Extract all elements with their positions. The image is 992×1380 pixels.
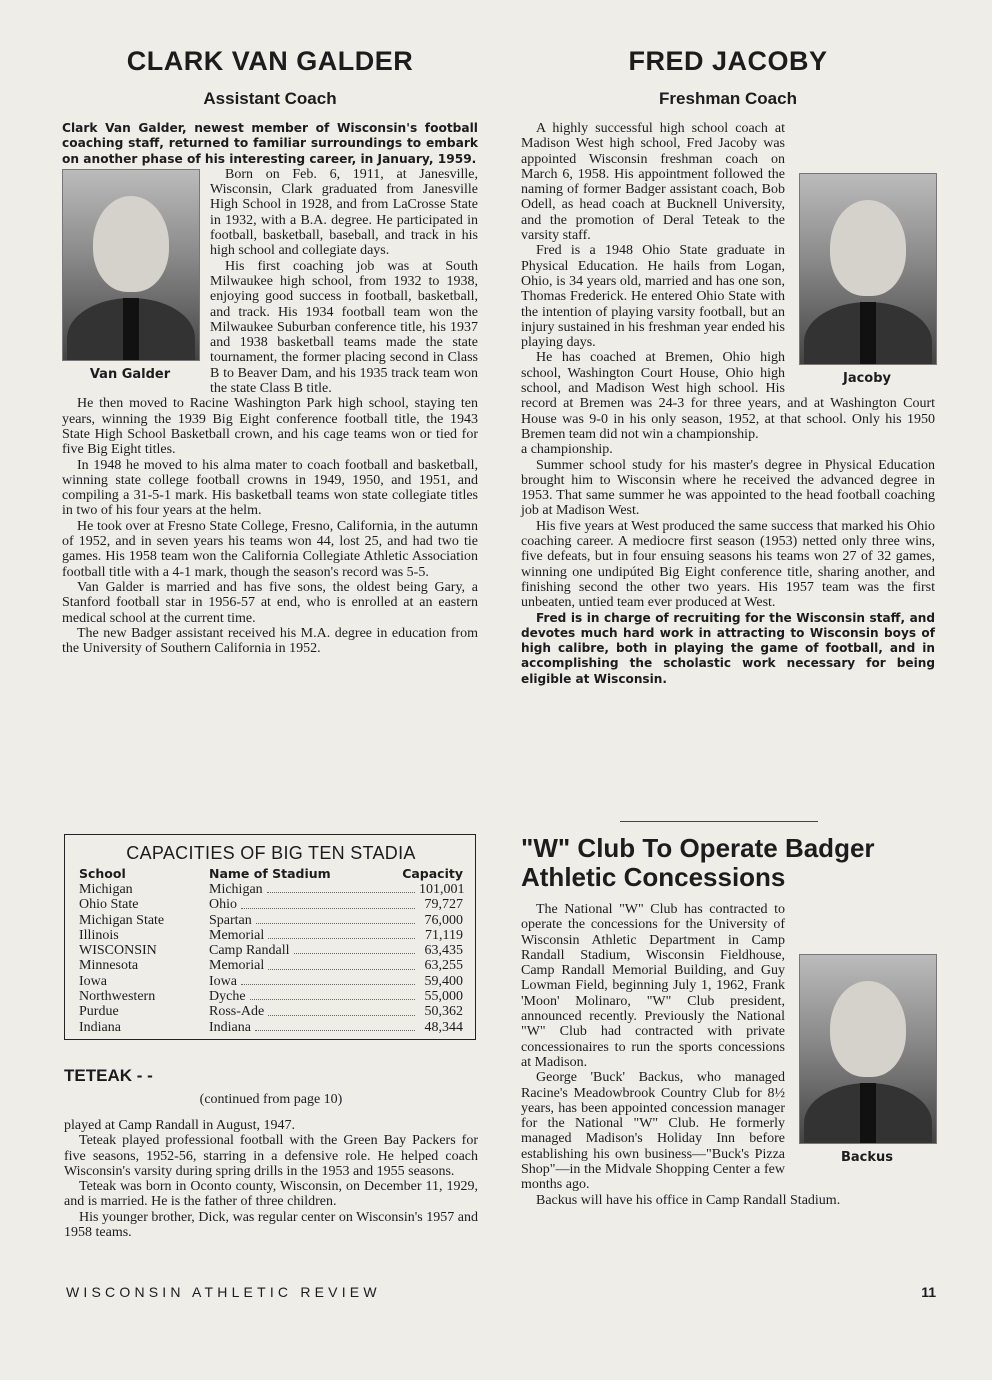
paragraph: His younger brother, Dick, was regular center on Wisconsin's 1957 and 1958 teams. (64, 1209, 478, 1241)
stadia-row (79, 1004, 463, 1019)
paragraph: His five years at West produced the same success that marked his Ohio coaching career. A mediocre first season (1953) netted only three wins, five defeats, but in four ensuing seasons his teams won 27 of 32 games, winning one undipúted Big Eight conference title, sharing another, and finishing second the other two years. His 1957 team was the first unbeaten, untied team ever produced at West. (521, 518, 935, 611)
teteak-heading: TETEAK - - (64, 1066, 153, 1085)
school-cell: Michigan State (79, 912, 165, 928)
jacoby-photo (799, 173, 937, 365)
stadia-row (79, 913, 463, 928)
photo-caption: Van Galder (89, 366, 171, 382)
paragraph: Born on Feb. 6, 1911, at Janesville, Wisconsin, Clark graduated from Janesville High School in 1928, and from LaCrosse State in 1932, with a B.A. degree. He participated in football, basketball, baseball, and track in his high school and collegiate days. (210, 166, 478, 259)
stadia-title: CAPACITIES OF BIG TEN STADIA (126, 843, 416, 863)
paragraph: His first coaching job was at South Milwaukee high school, from 1932 to 1938, enjoying good success in football, basketball, and track. His 1934 football team won the Milwaukee Suburban conference title, his 1937 and 1938 basketball teams made the state tournament, the former placing second in Class B to Beaver Dam, and his 1935 track team won the state Class B title. (210, 258, 478, 397)
stadium-name: Ohio (209, 897, 237, 913)
capacity-cell: 63,255 (424, 958, 463, 974)
leader-dots (256, 913, 415, 924)
stadia-row (79, 974, 463, 989)
header-school: School (79, 866, 126, 881)
paragraph: He then moved to Racine Washington Park high school, staying ten years, winning the 1939 Big Eight conference football title, the 1943 State High School Basketball crown, and his cage teams won or tied for five Big Eight titles. (62, 396, 478, 458)
backus-photo (799, 954, 937, 1144)
stadia-row (79, 897, 463, 912)
school-cell: Indiana (79, 1019, 121, 1035)
continued-note: (continued from page 10) (199, 1092, 343, 1107)
leader-dots (268, 1004, 415, 1015)
capacity-cell: 79,727 (424, 897, 463, 913)
stadia-row (79, 882, 463, 897)
stadia-row (79, 943, 463, 958)
stadium-cell (209, 928, 419, 943)
stadium-name: Indiana (209, 1019, 251, 1035)
page-footer (66, 1284, 936, 1300)
paragraph: He has coached at Bremen, Ohio high school, Washington Court House, Ohio high school, and Madison West high school. His record at Bremen was 24-3 for three years, and at Washington Court House was 9-0 in his only season, 1952, at that school. Only his 1950 Bremen team did not win a championship. (521, 350, 935, 442)
stadium-name: Memorial (209, 958, 265, 974)
paragraph: In 1948 he moved to his alma mater to coach football and basketball, winning state college football crowns in 1949, 1950, and 1951, and compiling a 31-5-1 mark. His basketball teams won state collegiate titles in two of his four years at the helm. (62, 457, 478, 519)
w-club-title: "W" Club To Operate Badger Athletic Concessions (521, 833, 875, 892)
header-stadium: Name of Stadium (209, 866, 331, 881)
article-subtitle: Assistant Coach (203, 89, 337, 108)
paragraph: Teteak was born in Oconto county, Wisconsin, on December 11, 1929, and is married. He is the father of three children. (64, 1179, 478, 1210)
paragraph: Van Galder is married and has five sons, the oldest being Gary, a Stanford football star in 1956-57 at end, who is enrolled at an eastern medical school at the current time. (62, 579, 478, 626)
stadium-cell (209, 974, 419, 989)
school-cell: Ohio State (79, 897, 139, 913)
leader-dots (294, 943, 416, 954)
w-club-article (521, 834, 935, 1208)
stadium-cell (209, 882, 419, 897)
jacoby-article (521, 40, 935, 687)
school-cell: Northwestern (79, 989, 156, 1005)
leader-dots (268, 928, 415, 939)
paragraph: a championship. (521, 442, 613, 458)
stadium-name: Camp Randall (209, 943, 290, 959)
leader-dots (267, 882, 415, 893)
capacity-cell: 76,000 (424, 912, 463, 928)
capacity-cell: 71,119 (425, 927, 463, 943)
stadium-name: Dyche (209, 989, 246, 1005)
article-title: FRED JACOBY (628, 46, 828, 76)
stadia-table (64, 834, 476, 1040)
teteak-continuation (64, 1066, 478, 1240)
leader-dots (241, 974, 415, 985)
stadium-cell (209, 913, 419, 928)
school-cell: Minnesota (79, 958, 139, 974)
article-lead: Clark Van Galder, newest member of Wisconsin's football coaching staff, returned to familiar surroundings to embark on another phase of his interesting career, in January, 1959. (62, 121, 478, 166)
paragraph: A highly successful high school coach at Madison West high school, Fred Jacoby was appointed Wisconsin freshman coach on March 6, 1958. His appointment followed the naming of former Badger assistant coach, Bob Odell, as head coach at Bucknell University, and the promotion of Deral Teteak to the varsity staff. (521, 121, 785, 244)
stadium-cell (209, 958, 419, 973)
paragraph: The new Badger assistant received his M.A. degree in education from the University of Southern California in 1952. (62, 625, 478, 657)
school-cell: Iowa (79, 973, 107, 989)
leader-dots (250, 989, 415, 1000)
header-capacity: Capacity (402, 866, 463, 881)
stadia-row (79, 928, 463, 943)
stadium-name: Iowa (209, 973, 237, 989)
school-cell: Purdue (79, 1004, 119, 1020)
van-galder-photo-box (62, 169, 198, 382)
paragraph: played at Camp Randall in August, 1947. (64, 1118, 295, 1133)
page-number: 11 (921, 1284, 936, 1300)
stadium-name: Spartan (209, 912, 252, 928)
capacity-cell: 50,362 (424, 1004, 463, 1020)
leader-dots (268, 958, 415, 969)
van-galder-photo (62, 169, 200, 361)
capacity-cell: 59,400 (424, 973, 463, 989)
jacoby-photo-box (799, 173, 935, 386)
stadium-cell (209, 943, 419, 958)
stadia-row (79, 1020, 463, 1035)
stadium-name: Memorial (209, 927, 265, 943)
capacity-cell: 101,001 (419, 882, 465, 897)
closing-paragraph: Fred is in charge of recruiting for the Wisconsin staff, and devotes much hard work in attracting to Wisconsin boys of high calibre, both in playing the game of football, and in accomplishing the scholastic work necessary for being eligible at Wisconsin. (521, 610, 935, 686)
capacity-cell: 55,000 (424, 989, 463, 1005)
stadium-cell (209, 1004, 419, 1019)
stadia-row (79, 989, 463, 1004)
van-galder-article (62, 40, 478, 656)
school-cell: Illinois (79, 927, 119, 943)
stadium-cell (209, 1020, 419, 1035)
stadium-name: Ross-Ade (209, 1004, 265, 1020)
paragraph: Fred is a 1948 Ohio State graduate in Physical Education. He hails from Logan, Ohio, is 34 years old, married and has one son, Thomas Frederick. He entered Ohio State with the intention of playing varsity football, but an injury sustained in his freshman year ended his playing days. (521, 243, 785, 351)
paragraph: He took over at Fresno State College, Fresno, California, in the autumn of 1952, and in seven years his teams won 44, lost 25, and had two tie games. His 1958 team won the California Collegiate Athletic Association football title with a 4-1 mark, though the season's record was 5-5. (62, 518, 478, 580)
paragraph: Summer school study for his master's degree in Physical Education brought him to Wisconsin where he received the advanced degree in 1953. That same summer he was appointed to the head football coaching job at Madison West. (521, 457, 935, 519)
photo-caption: Backus (840, 1150, 894, 1165)
capacity-cell: 63,435 (424, 943, 463, 959)
paragraph: The National "W" Club has contracted to operate the concessions for the University of Wisconsin Athletic Department in Camp Randall Stadium, Wisconsin Fieldhouse, Camp Randall Memorial Building, and Guy Lowman Field, beginning July 1, 1962, Frank 'Moon' Molinaro, "W" Club president, announced recently. Previously the National "W" Club had contracted with private concessionaires to run the sports concessions at Madison. (521, 902, 785, 1070)
stadium-name: Michigan (209, 882, 263, 897)
school-cell: WISCONSIN (79, 943, 157, 959)
school-cell: Michigan (79, 882, 133, 897)
paragraph: Teteak played professional football with the Green Bay Packers for five seasons, 1952-56, starring in a defensive role. He helped coach Wisconsin's varsity during spring drills in the 1953 and 1955 seasons. (64, 1133, 478, 1179)
stadium-cell (209, 989, 419, 1004)
leader-dots (255, 1020, 415, 1031)
article-title: CLARK VAN GALDER (126, 46, 414, 76)
stadia-header-row (79, 866, 463, 882)
section-divider (620, 821, 818, 822)
capacity-cell: 48,344 (424, 1019, 463, 1035)
stadium-cell (209, 897, 419, 912)
paragraph: Backus will have his office in Camp Randall Stadium. (536, 1192, 841, 1208)
publication-name: WISCONSIN ATHLETIC REVIEW (66, 1284, 381, 1300)
paragraph: George 'Buck' Backus, who managed Racine's Meadowbrook Country Club for 8½ years, has been appointed concession manager for the National "W" Club. He formerly managed Madison's Holiday Inn before establishing his own business—"Buck's Pizza Shop"—in the Midvale Shopping Center a few months ago. (521, 1070, 785, 1193)
article-subtitle: Freshman Coach (659, 89, 797, 108)
stadia-rows (79, 882, 463, 1035)
leader-dots (241, 897, 415, 908)
photo-caption: Jacoby (842, 371, 892, 386)
stadia-row (79, 958, 463, 973)
backus-photo-box (799, 954, 935, 1165)
